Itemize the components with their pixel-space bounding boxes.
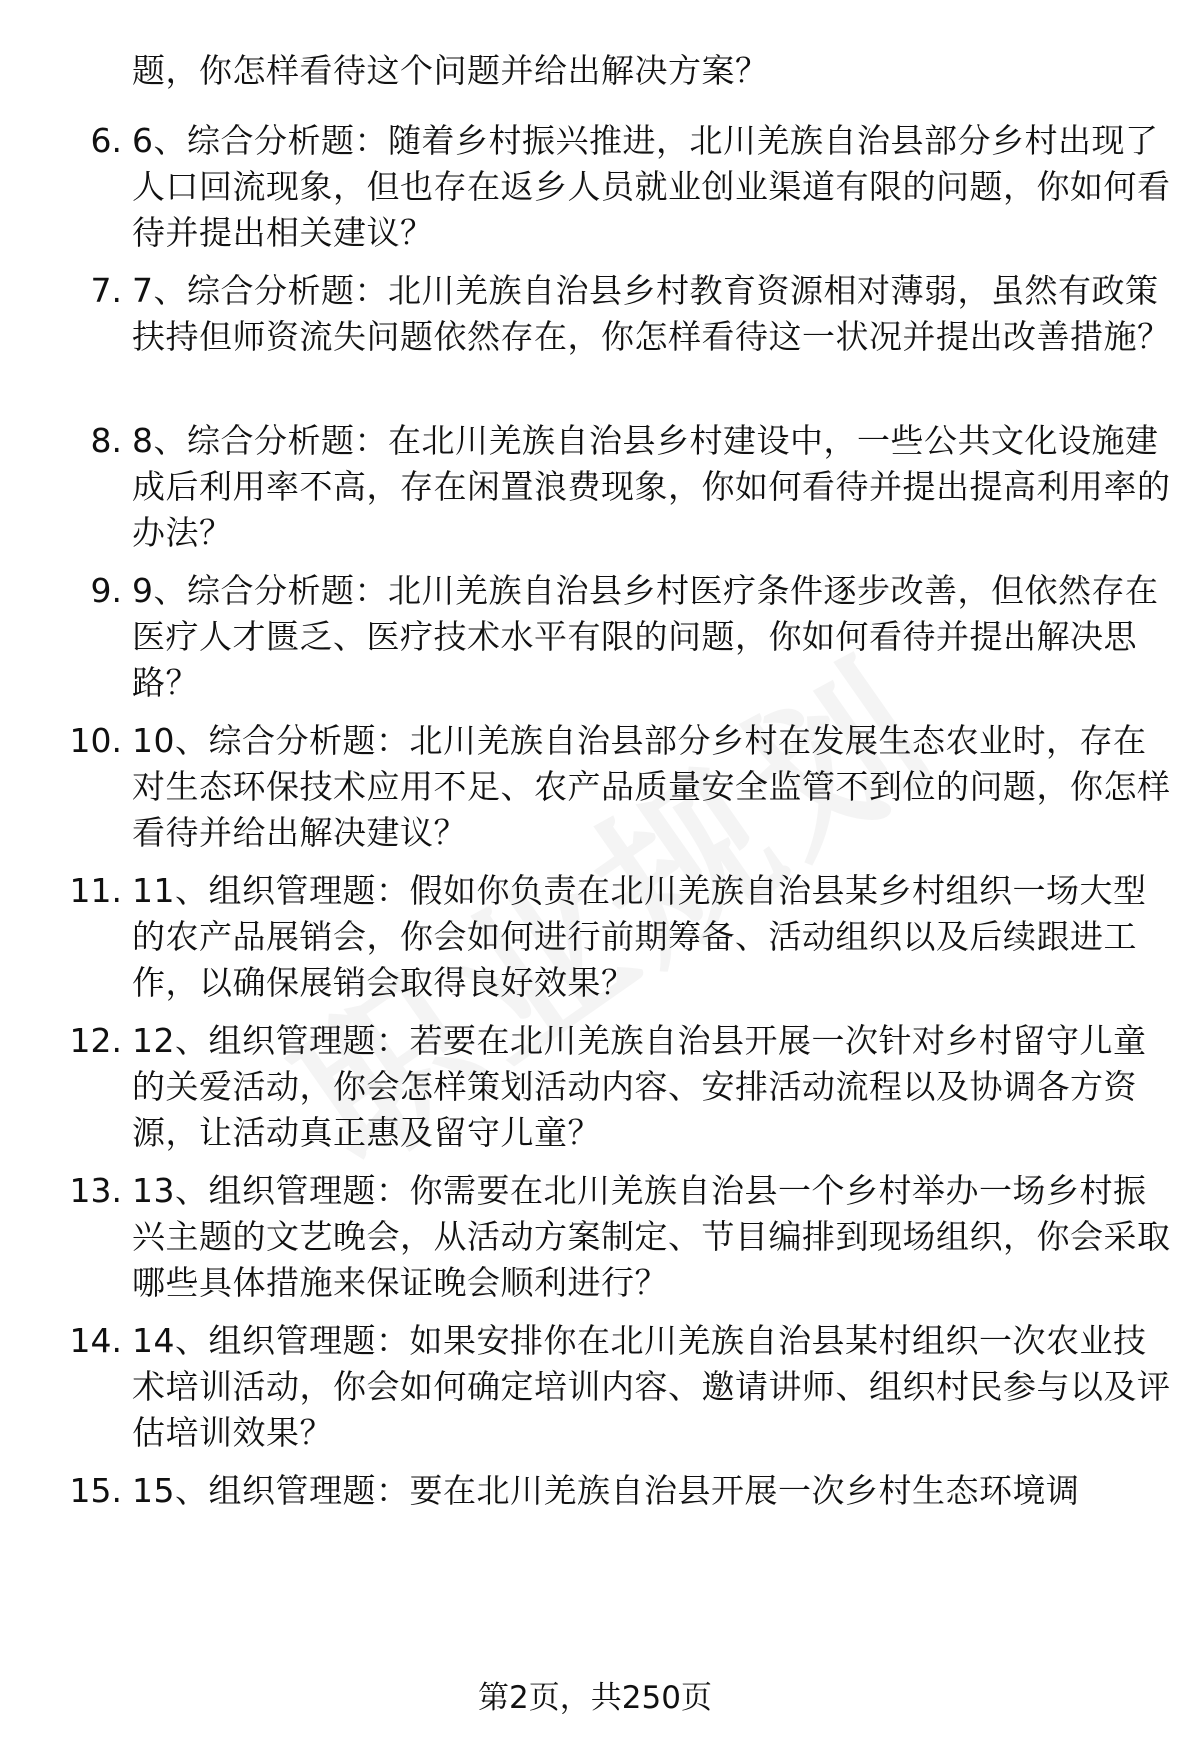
item-number: 8. bbox=[90, 421, 122, 460]
item-number: 12. bbox=[69, 1021, 122, 1060]
item-text: 6、综合分析题：随着乡村振兴推进，北川羌族自治县部分乡村出现了人口回流现象，但也存在返乡人员就业创业渠道有限的问题，你如何看待并提出相关建议？ bbox=[132, 121, 1171, 252]
item-text: 11、组织管理题：假如你负责在北川羌族自治县某乡村组织一场大型的农产品展销会，你会如何进行前期筹备、活动组织以及后续跟进工作，以确保展销会取得良好效果？ bbox=[132, 871, 1147, 1002]
item-number: 9. bbox=[90, 571, 122, 610]
item-text: 12、组织管理题：若要在北川羌族自治县开展一次针对乡村留守儿童的关爱活动，你会怎样策划活动内容、安排活动流程以及协调各方资源，让活动真正惠及留守儿童？ bbox=[132, 1021, 1147, 1152]
item-number: 11. bbox=[69, 871, 122, 910]
item-text: 9、综合分析题：北川羌族自治县乡村医疗条件逐步改善，但依然存在医疗人才匮乏、医疗技术水平有限的问题，你如何看待并提出解决思路？ bbox=[132, 571, 1159, 702]
item-number: 15. bbox=[69, 1471, 122, 1510]
item-text: 13、组织管理题：你需要在北川羌族自治县一个乡村举办一场乡村振兴主题的文艺晚会，从活动方案制定、节目编排到现场组织，你会采取哪些具体措施来保证晚会顺利进行？ bbox=[132, 1171, 1171, 1302]
item-text: 15、组织管理题：要在北川羌族自治县开展一次乡村生态环境调 bbox=[132, 1471, 1080, 1510]
item-text: 8、综合分析题：在北川羌族自治县乡村建设中，一些公共文化设施建成后利用率不高，存在闲置浪费现象，你如何看待并提出提高利用率的办法？ bbox=[132, 421, 1171, 552]
item-number: 10. bbox=[69, 721, 122, 760]
item-text: 10、综合分析题：北川羌族自治县部分乡村在发展生态农业时，存在对生态环保技术应用不足、农产品质量安全监管不到位的问题，你怎样看待并给出解决建议？ bbox=[132, 721, 1171, 852]
item-text: 14、组织管理题：如果安排你在北川羌族自治县某村组织一次农业技术培训活动，你会如何确定培训内容、邀请讲师、组织村民参与以及评估培训效果？ bbox=[132, 1321, 1171, 1452]
page-footer: 第2页，共250页 bbox=[478, 1680, 712, 1716]
item-number: 13. bbox=[69, 1171, 122, 1210]
item-text: 7、综合分析题：北川羌族自治县乡村教育资源相对薄弱，虽然有政策扶持但师资流失问题依然存在，你怎样看待这一状况并提出改善措施？ bbox=[132, 271, 1171, 356]
item-number: 6. bbox=[90, 121, 122, 160]
item-number: 7. bbox=[90, 271, 122, 310]
continuation-text: 题，你怎样看待这个问题并给出解决方案？ bbox=[132, 51, 769, 90]
item-number: 14. bbox=[69, 1321, 122, 1360]
